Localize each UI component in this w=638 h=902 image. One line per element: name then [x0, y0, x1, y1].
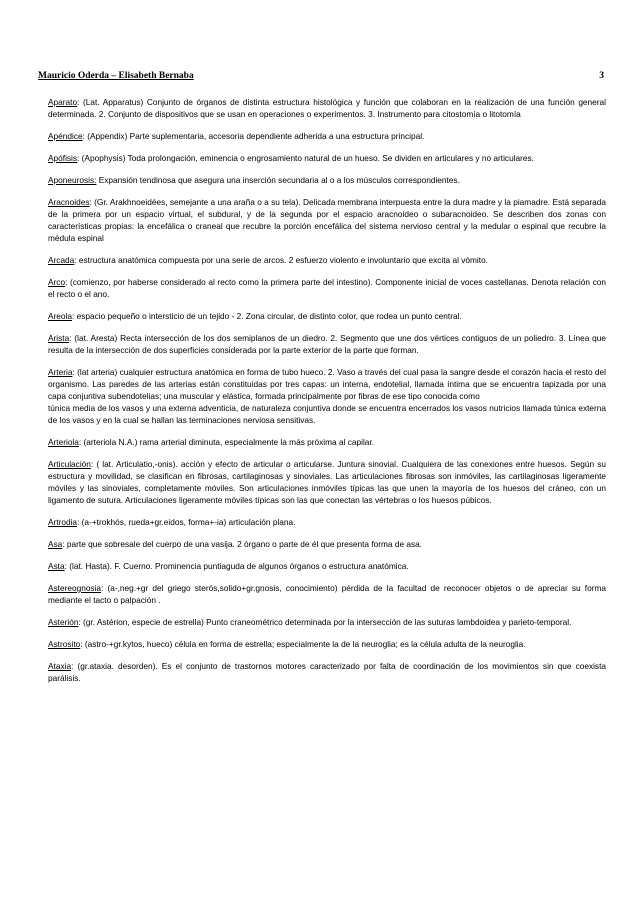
glossary-entry	[48, 538, 606, 550]
entry-definition: : (astro-+gr.kytos, hueco) célula en forma de estrella; especialmente la de la neuroglia; es la célula adulta de la neuroglia.	[80, 639, 526, 649]
entry-definition: Expansión tendinosa que asegura una inserción secundaria al o a los músculos correspondientes.	[96, 175, 460, 185]
glossary-entry	[48, 436, 606, 448]
entry-definition: : (gr. Astérion, especie de estrella) Punto craneométrico determinada por la intersección de las suturas lambdoidea y parieto-temporal.	[78, 617, 572, 627]
glossary-entry	[48, 332, 606, 356]
glossary-entry	[48, 276, 606, 300]
entry-term: Apófisis	[48, 153, 78, 163]
glossary-entry	[48, 254, 606, 266]
entry-term: Astereognosia	[48, 583, 102, 593]
entry-term: Artrodia	[48, 517, 78, 527]
glossary-entry	[48, 516, 606, 528]
entry-term: Aracnoides	[48, 197, 90, 207]
entry-definition: : (lat. Aresta) Recta intersección de los dos semiplanos de un diedro. 2. Segmento que une dos vértices contiguos de un poliedro. 3. Línea que resulta de la intersección de dos superficies considerada por la parte exterior de la parte que forman.	[48, 333, 606, 355]
header-authors: Mauricio Oderda – Elisabeth Bernaba	[38, 71, 194, 81]
entry-definition: : (Appendix) Parte suplementaria, accesoria dependiente adherida a una estructura principal.	[82, 131, 425, 141]
entry-definition: : (gr.ataxia. desorden). Es el conjunto de trastornos motores caracterizado por falta de coordinación de los movimientos sin que coexista parálisis.	[48, 661, 606, 683]
entry-definition: : estructura anatómica compuesta por una serie de arcos. 2 esfuerzo violento e involuntario que excita al vómito.	[74, 255, 488, 265]
glossary-entry	[48, 96, 606, 120]
entry-definition: : parte que sobresale del cuerpo de una vasija. 2 órgano o parte de él que presenta forma de asa.	[62, 539, 423, 549]
glossary-entry	[48, 638, 606, 650]
glossary-entry	[48, 174, 606, 186]
page-number: 3	[599, 71, 604, 81]
entry-definition: : (Lat. Apparatus) Conjunto de órganos de distinta estructura histológica y función que colaboran en la realización de una función general determinada. 2. Conjunto de dispositivos que se usan en operaciones o experimentos. 3. Instrumento para citostomía o litotomía	[48, 97, 606, 119]
glossary-entry	[48, 310, 606, 322]
glossary-entries	[48, 96, 606, 694]
glossary-entry	[48, 560, 606, 572]
entry-term: Aparato	[48, 97, 78, 107]
entry-definition: : (lat. Hasta). F. Cuerno. Prominencia puntiaguda de algunos órganos o estructura anatómica.	[64, 561, 409, 571]
entry-definition-continued: túnica media de los vasos y una externa adventicia, de naturaleza conjuntiva donde se encuentra encerrados los vasos nutricios llamada túnica externa de los vasos y en la cual se hallan las terminaciones nerviosa sensitivas.	[48, 403, 606, 425]
entry-term: Asterión	[48, 617, 79, 627]
entry-definition: : (a-+trokhós, rueda+gr.eidos, forma+-ia) articulación plana.	[77, 517, 296, 527]
glossary-entry	[48, 582, 606, 606]
glossary-entry	[48, 196, 606, 244]
entry-definition: : (Apophysis) Toda prolongación, eminencia o engrosamiento natural de un hueso. Se dividen en articulares y no articulares.	[77, 153, 534, 163]
entry-term: Arteria	[48, 367, 73, 377]
entry-term: Areola	[48, 311, 72, 321]
entry-term: Arista	[48, 333, 70, 343]
glossary-entry	[48, 616, 606, 628]
entry-term: Arteriola	[48, 437, 79, 447]
glossary-entry	[48, 130, 606, 142]
entry-term: Astrosito	[48, 639, 81, 649]
entry-definition: : (arteriola N.A.) rama arterial diminuta, especialmente la más próxima al capilar.	[78, 437, 375, 447]
entry-term: Asta	[48, 561, 65, 571]
entry-definition: : (Gr. Arakhnoeidées, semejante a una araña o a su tela). Delicada membrana interpuesta entre la dura madre y la piamadre. Está separada de la primera por un espacio virtual, el subdural, y de la segunda por el espacio aracnoideo o subaracnoideo. Se describen dos zonas con características propias: la encefálica o craneal que recubre la porción encefálica del sistema nervioso central y la medular o espinal que recubre la médula espinal	[48, 197, 606, 243]
glossary-entry	[48, 660, 606, 684]
entry-definition: : (comienzo, por haberse considerado al recto como la primera parte del intestino). Componente inicial de voces castellanas. Denota relación con el recto o el ano.	[48, 277, 606, 299]
entry-term: Aponeurosis:	[48, 175, 97, 185]
entry-definition: : espacio pequeño o intersticio de un tejido - 2. Zona circular, de distinto color, que rodea un punto central.	[71, 311, 462, 321]
entry-definition: : ( lat. Articulatio,-onis). acción y efecto de articular o articularse. Juntura sinovial. Cualquiera de las conexiones entre huesos. Según su estructura y movilidad, se clasifican en fibrosas, cartilaginosas y sinoviales. Las articulaciones fibrosas son inmóviles, las cartilaginosas ligeramente móviles y las sinoviales, completamente móviles. Son articulaciones inmóviles típicas las que unen la mayoría de los huesos del cráneo, con un ligamento de sutura. Articulaciones ligeramente móviles típicas son las que conectan las vértebras o los huesos púbicos.	[48, 459, 606, 505]
page-header	[38, 71, 604, 81]
entry-term: Articulación	[48, 459, 91, 469]
entry-term: Ataxia	[48, 661, 72, 671]
entry-term: Arco	[48, 277, 66, 287]
glossary-entry	[48, 366, 606, 426]
entry-term: Arcada	[48, 255, 75, 265]
entry-definition: : (lat arteria) cualquier estructura anatómica en forma de tubo hueco. 2. Vaso a través del cual pasa la sangre desde el corazón hacia el resto del organismo. Las paredes de las arterias están constituidas por tres capas: un interna, endotelial, llamada íntima que se encuentra tapizada por una capa conjuntiva subendotelias; una muscular y elástica, formada principalmente por fibras de ese tipo conocida como	[48, 367, 606, 401]
entry-term: Apéndice	[48, 131, 83, 141]
entry-term: Asa	[48, 539, 63, 549]
glossary-entry	[48, 458, 606, 506]
entry-definition: : (a-,neg.+gr del griego sterós,solido+gr.gnosis, conocimiento) pérdida de la facultad de reconocer objetos o de apreciar su forma mediante el tacto o palpación .	[48, 583, 606, 605]
glossary-entry	[48, 152, 606, 164]
